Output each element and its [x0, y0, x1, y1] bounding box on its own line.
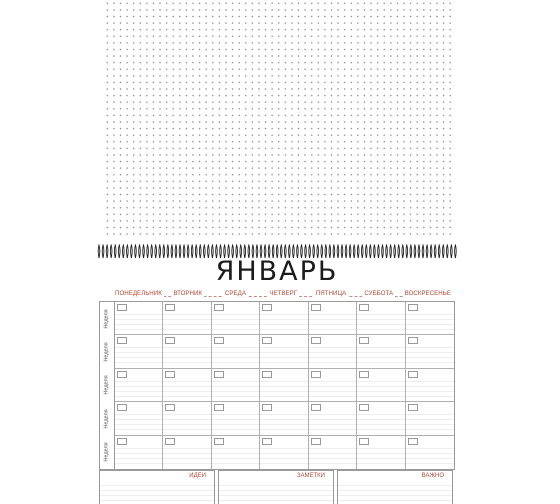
- week-label: Неделя: [104, 342, 110, 362]
- day-cell[interactable]: [309, 402, 357, 435]
- day-cell[interactable]: [357, 436, 405, 469]
- bottom-sections: [99, 470, 453, 504]
- important-panel[interactable]: [337, 470, 453, 504]
- day-cell[interactable]: [406, 369, 454, 402]
- week-label: Неделя: [104, 308, 110, 329]
- day-cell[interactable]: [260, 369, 308, 402]
- date-box: [214, 337, 224, 344]
- weekday-label: ВОСКРЕСЕНЬЕ: [404, 290, 451, 297]
- date-box: [262, 371, 272, 378]
- important-label: ВАЖНО: [421, 473, 444, 479]
- date-box: [262, 404, 272, 411]
- day-cell[interactable]: [163, 302, 211, 335]
- date-box: [408, 438, 418, 445]
- date-box: [165, 438, 175, 445]
- weekday-label: ВТОРНИК: [173, 290, 203, 297]
- date-box: [408, 337, 418, 344]
- day-cell[interactable]: [406, 302, 454, 335]
- week-label: Неделя: [104, 409, 110, 429]
- ideas-label: ИДЕИ: [189, 473, 206, 479]
- day-cell[interactable]: [163, 436, 211, 469]
- day-cell[interactable]: [260, 335, 308, 368]
- date-box: [262, 337, 272, 344]
- notes-panel[interactable]: [218, 470, 334, 504]
- day-cell[interactable]: [212, 302, 260, 335]
- day-cell[interactable]: [163, 402, 211, 435]
- date-box: [311, 404, 321, 411]
- weekday-label: ПЯТНИЦА: [315, 290, 347, 297]
- date-box: [311, 371, 321, 378]
- week-label-column: [100, 302, 115, 469]
- date-box: [408, 404, 418, 411]
- weekday-label: ЧЕТВЕРГ: [269, 290, 298, 297]
- date-box: [311, 304, 321, 311]
- date-box: [214, 304, 224, 311]
- week-label: Неделя: [104, 375, 110, 395]
- date-box: [359, 304, 369, 311]
- day-cell[interactable]: [309, 369, 357, 402]
- date-box: [117, 438, 127, 445]
- calendar-grid: [99, 301, 455, 470]
- date-box: [165, 371, 175, 378]
- date-box: [117, 337, 127, 344]
- day-cell[interactable]: [212, 402, 260, 435]
- day-cell[interactable]: [357, 369, 405, 402]
- date-box: [408, 304, 418, 311]
- week-label: Неделя: [104, 442, 110, 462]
- day-cell[interactable]: [260, 436, 308, 469]
- date-box: [359, 337, 369, 344]
- date-box: [117, 371, 127, 378]
- day-cell[interactable]: [115, 302, 163, 335]
- day-cell[interactable]: [163, 335, 211, 368]
- calendar-cells: [115, 302, 454, 469]
- day-cell[interactable]: [115, 402, 163, 435]
- date-box: [165, 304, 175, 311]
- day-cell[interactable]: [115, 369, 163, 402]
- date-box: [165, 404, 175, 411]
- notes-label: ЗАМЕТКИ: [296, 473, 325, 479]
- day-cell[interactable]: [212, 335, 260, 368]
- date-box: [214, 438, 224, 445]
- weekday-label: ПОНЕДЕЛЬНИК: [115, 290, 162, 297]
- day-cell[interactable]: [406, 436, 454, 469]
- day-cell[interactable]: [357, 402, 405, 435]
- weekday-label: СРЕДА: [224, 290, 246, 297]
- day-cell[interactable]: [357, 302, 405, 335]
- day-cell[interactable]: [406, 335, 454, 368]
- date-box: [262, 304, 272, 311]
- day-cell[interactable]: [309, 436, 357, 469]
- date-box: [359, 438, 369, 445]
- day-cell[interactable]: [357, 335, 405, 368]
- day-cell[interactable]: [309, 335, 357, 368]
- date-box: [359, 371, 369, 378]
- date-box: [117, 304, 127, 311]
- day-cell[interactable]: [115, 436, 163, 469]
- day-cell[interactable]: [406, 402, 454, 435]
- day-cell[interactable]: [260, 402, 308, 435]
- date-box: [408, 371, 418, 378]
- month-title: ЯНВАРЬ: [215, 256, 339, 287]
- day-cell[interactable]: [260, 302, 308, 335]
- day-cell[interactable]: [163, 369, 211, 402]
- dot-grid-notes-area: [104, 0, 452, 236]
- day-cell[interactable]: [212, 436, 260, 469]
- day-cell[interactable]: [212, 369, 260, 402]
- day-cell[interactable]: [309, 302, 357, 335]
- ideas-panel[interactable]: [99, 470, 215, 504]
- date-box: [262, 438, 272, 445]
- date-box: [359, 404, 369, 411]
- date-box: [311, 438, 321, 445]
- weekday-label: СУББОТА: [364, 290, 394, 297]
- date-box: [214, 404, 224, 411]
- day-cell[interactable]: [115, 335, 163, 368]
- date-box: [311, 337, 321, 344]
- date-box: [117, 404, 127, 411]
- date-box: [214, 371, 224, 378]
- date-box: [165, 337, 175, 344]
